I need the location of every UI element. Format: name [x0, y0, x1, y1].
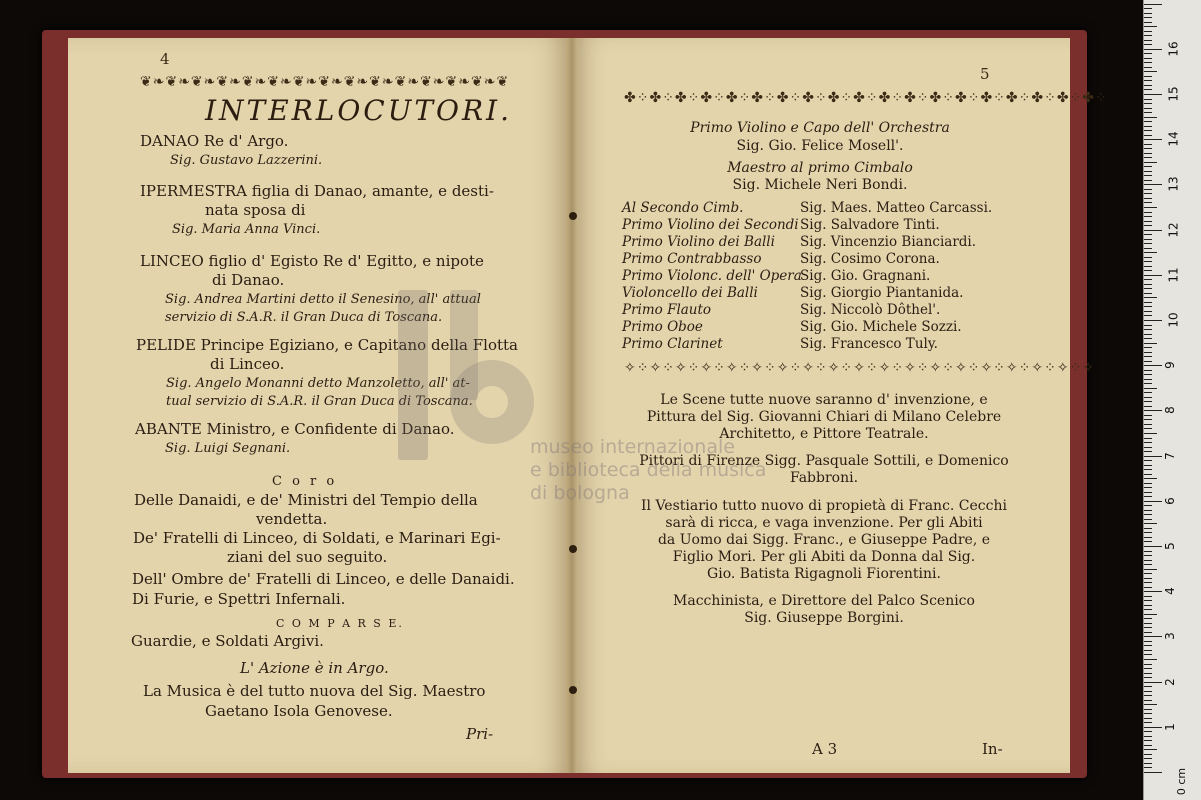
- ruler-tick: [1144, 541, 1152, 542]
- ruler-tick: [1144, 442, 1152, 443]
- ruler-number: 7: [1162, 451, 1177, 460]
- ruler-tick: [1144, 13, 1152, 14]
- singer-line: Sig. Luigi Segnani.: [165, 441, 291, 456]
- vestiario-line: sarà di ricca, e vaga invenzione. Per gli Abiti: [665, 515, 983, 531]
- ruler-tick: [1144, 112, 1152, 113]
- ruler-tick: [1144, 239, 1152, 240]
- ruler-tick: [1144, 447, 1152, 448]
- coro-line: Di Furie, e Spettri Infernali.: [132, 590, 346, 608]
- ruler-tick: [1144, 320, 1162, 321]
- ruler-tick: [1144, 636, 1162, 637]
- ruler-tick: [1144, 334, 1152, 335]
- ruler-tick: [1144, 532, 1152, 533]
- ruler-tick: [1144, 659, 1157, 660]
- headpiece-ornament: ✤⁘✤⁘✤⁘✤⁘✤⁘✤⁘✤⁘✤⁘✤⁘✤⁘✤⁘✤⁘✤⁘✤⁘✤⁘✤⁘✤⁘✤⁘✤⁘: [624, 90, 1108, 106]
- ruler-tick: [1144, 257, 1152, 258]
- ruler-tick: [1144, 297, 1157, 298]
- singer-line: tual servizio di S.A.R. il Gran Duca di Toscana.: [166, 394, 473, 409]
- ruler-tick: [1144, 682, 1162, 683]
- ruler-tick: [1144, 627, 1152, 628]
- ruler-tick: [1144, 537, 1152, 538]
- ruler-tick: [1144, 261, 1152, 262]
- ruler-tick: [1144, 469, 1152, 470]
- orchestra-row: Primo Violino dei Balli Sig. Vincenzio Bianciardi.: [622, 234, 977, 250]
- ruler-tick: [1144, 356, 1152, 357]
- ruler-tick: [1144, 754, 1152, 755]
- coro-line: De' Fratelli di Linceo, di Soldati, e Marinari Egi-: [133, 529, 501, 547]
- ruler-tick: [1144, 293, 1152, 294]
- ruler-tick: [1144, 284, 1152, 285]
- ruler-tick: [1144, 618, 1152, 619]
- ruler-tick: [1144, 456, 1162, 457]
- watermark-text: di bologna: [530, 482, 630, 504]
- page-number-left: 4: [160, 50, 170, 68]
- ruler-tick: [1144, 22, 1152, 23]
- ruler-tick: [1144, 573, 1152, 574]
- ruler-tick: [1144, 596, 1152, 597]
- ruler-number: 5: [1162, 542, 1177, 550]
- page-title: INTERLOCUTORI.: [205, 94, 513, 127]
- ruler-tick: [1144, 266, 1152, 267]
- ruler-number: 2: [1162, 677, 1177, 686]
- ruler-tick: [1144, 591, 1162, 592]
- ruler-tick: [1144, 772, 1162, 773]
- character-line: di Danao.: [212, 271, 285, 289]
- measurement-ruler: [1143, 0, 1201, 800]
- ruler-tick: [1144, 551, 1152, 552]
- ruler-tick: [1144, 474, 1152, 475]
- ruler-tick: [1144, 31, 1152, 32]
- ruler-number: 15: [1166, 86, 1181, 102]
- ruler-tick: [1144, 758, 1152, 759]
- primo-violino-title: Primo Violino e Capo dell' Orchestra: [690, 120, 950, 136]
- ruler-tick: [1144, 234, 1152, 235]
- ruler-tick: [1144, 225, 1152, 226]
- scene-line: Architetto, e Pittore Teatrale.: [719, 426, 929, 442]
- singer-line: Sig. Andrea Martini detto il Senesino, all' attual: [165, 292, 481, 307]
- ruler-tick: [1144, 438, 1152, 439]
- ruler-tick: [1144, 397, 1152, 398]
- ruler-tick: [1144, 483, 1152, 484]
- ruler-tick: [1144, 53, 1152, 54]
- ruler-tick: [1144, 609, 1152, 610]
- cimbalo-title: Maestro al primo Cimbalo: [727, 160, 913, 176]
- ruler-tick: [1144, 645, 1152, 646]
- ruler-tick: [1144, 673, 1152, 674]
- watermark-text: museo internazionale: [530, 436, 735, 458]
- ruler-tick: [1144, 212, 1152, 213]
- ruler-tick: [1144, 374, 1152, 375]
- ruler-tick: [1144, 343, 1157, 344]
- character-line: nata sposa di: [205, 201, 306, 219]
- ruler-tick: [1144, 139, 1162, 140]
- pittori-line: Fabbroni.: [789, 470, 859, 486]
- ruler-tick: [1144, 727, 1162, 728]
- ruler-number: 14: [1166, 131, 1181, 147]
- ruler-tick: [1144, 347, 1152, 348]
- ruler-tick: [1144, 221, 1152, 222]
- ruler-tick: [1144, 740, 1152, 741]
- ruler-tick: [1144, 315, 1152, 316]
- character-ipermestra: IPERMESTRA figlia di Danao, amante, e desti-: [140, 182, 494, 200]
- ruler-tick: [1144, 365, 1162, 366]
- ruler-tick: [1144, 523, 1157, 524]
- ruler-tick: [1144, 555, 1152, 556]
- ruler-tick: [1144, 89, 1152, 90]
- ruler-tick: [1144, 709, 1152, 710]
- singer-line: Sig. Gustavo Lazzerini.: [170, 153, 323, 168]
- watermark-logo: [388, 290, 538, 465]
- ruler-tick: [1144, 578, 1152, 579]
- ruler-tick: [1144, 306, 1152, 307]
- ruler-tick: [1144, 668, 1152, 669]
- ruler-tick: [1144, 148, 1152, 149]
- primo-violino-name: Sig. Gio. Felice Mosell'.: [736, 138, 904, 154]
- ruler-tick: [1144, 193, 1152, 194]
- singer-line: Sig. Maria Anna Vinci.: [172, 222, 321, 237]
- ruler-number: 11: [1166, 267, 1181, 283]
- ruler-tick: [1144, 40, 1152, 41]
- ruler-tick: [1144, 745, 1152, 746]
- orchestra-row: Primo Flauto Sig. Niccolò Dôthel'.: [622, 302, 941, 318]
- ruler-tick: [1144, 623, 1152, 624]
- ruler-tick: [1144, 388, 1157, 389]
- ruler-number: 9: [1162, 361, 1177, 370]
- ruler-tick: [1144, 487, 1152, 488]
- ruler-tick: [1144, 207, 1157, 208]
- ruler-tick: [1144, 560, 1152, 561]
- macchinista-line: Sig. Giuseppe Borgini.: [744, 610, 904, 626]
- ruler-number: 16: [1166, 41, 1181, 57]
- ruler-tick: [1144, 198, 1152, 199]
- orchestra-row: Primo Oboe Sig. Gio. Michele Sozzi.: [622, 319, 962, 335]
- ruler-tick: [1144, 415, 1152, 416]
- ruler-tick: [1144, 582, 1152, 583]
- ruler-tick: [1144, 718, 1152, 719]
- ruler-tick: [1144, 189, 1152, 190]
- ruler-tick: [1144, 8, 1152, 9]
- coro-line: ziani del suo seguito.: [227, 548, 388, 566]
- ruler-tick: [1144, 117, 1157, 118]
- ruler-tick: [1144, 401, 1152, 402]
- ruler-tick: [1144, 230, 1162, 231]
- vestiario-line: Il Vestiario tutto nuovo di propietà di Franc. Cecchi: [641, 498, 1007, 514]
- ruler-number: 6: [1162, 496, 1177, 505]
- ruler-tick: [1144, 695, 1152, 696]
- ruler-tick: [1144, 180, 1152, 181]
- ruler-tick: [1144, 80, 1152, 81]
- ruler-tick: [1144, 302, 1152, 303]
- ruler-number: 10: [1166, 312, 1181, 328]
- ruler-tick: [1144, 352, 1152, 353]
- ruler-tick: [1144, 311, 1152, 312]
- watermark-text: e biblioteca della musica: [530, 459, 767, 481]
- ruler-number: 4: [1162, 587, 1177, 596]
- ruler-tick: [1144, 763, 1152, 764]
- singer-line: servizio di S.A.R. il Gran Duca di Toscana.: [165, 310, 443, 325]
- ruler-tick: [1144, 650, 1152, 651]
- orchestra-row: Primo Violonc. dell' OperaSig. Gio. Gragnani.: [622, 268, 931, 284]
- ruler-tick: [1144, 4, 1162, 5]
- ruler-tick: [1144, 383, 1152, 384]
- musica-line: Gaetano Isola Genovese.: [205, 702, 393, 720]
- ruler-tick: [1144, 44, 1152, 45]
- ruler-tick: [1144, 519, 1152, 520]
- separator-ornament: ✧⁘✧⁘✧⁘✧⁘✧⁘✧⁘✧⁘✧⁘✧⁘✧⁘✧⁘✧⁘✧⁘✧⁘✧⁘✧⁘✧⁘✧⁘✧: [624, 360, 1096, 376]
- ruler-tick: [1144, 279, 1152, 280]
- ruler-tick: [1144, 58, 1152, 59]
- ruler-tick: [1144, 157, 1152, 158]
- azione-line: L' Azione è in Argo.: [240, 659, 389, 677]
- scene-line: Pittura del Sig. Giovanni Chiari di Milano Celebre: [646, 409, 1002, 425]
- ruler-tick: [1144, 406, 1152, 407]
- ruler-tick: [1144, 325, 1152, 326]
- ruler-tick: [1144, 691, 1152, 692]
- headpiece-ornament: ❦❧❦❧❦❧❦❧❦❧❦❧❦❧❦❧❦❧❦❧❦❧❦❧❦❧❦❧❦: [140, 74, 510, 90]
- character-abante: ABANTE Ministro, e Confidente di Danao.: [135, 420, 455, 438]
- ruler-number: 1: [1162, 722, 1177, 731]
- ruler-tick: [1144, 722, 1152, 723]
- ruler-tick: [1144, 184, 1162, 185]
- orchestra-row: Primo Violino dei SecondiSig. Salvadore Tinti.: [622, 217, 940, 233]
- binding-stitch: [569, 212, 577, 220]
- ruler-tick: [1144, 370, 1152, 371]
- pittori-line: Pittori di Firenze Sigg. Pasquale Sottili, e Domenico: [639, 453, 1009, 469]
- ruler-tick: [1144, 704, 1157, 705]
- ruler-tick: [1144, 121, 1152, 122]
- ruler-tick: [1144, 546, 1162, 547]
- ruler-tick: [1144, 664, 1152, 665]
- ruler-tick: [1144, 202, 1152, 203]
- ruler-tick: [1144, 329, 1152, 330]
- ruler-tick: [1144, 392, 1152, 393]
- ruler-tick: [1144, 175, 1152, 176]
- ruler-tick: [1144, 428, 1152, 429]
- ruler-tick: [1144, 126, 1152, 127]
- coro-line: Dell' Ombre de' Fratelli di Linceo, e delle Danaidi.: [132, 570, 515, 588]
- ruler-tick: [1144, 686, 1152, 687]
- ruler-tick: [1144, 216, 1152, 217]
- ruler-tick: [1144, 94, 1162, 95]
- ruler-tick: [1144, 17, 1152, 18]
- orchestra-row: Al Secondo Cimb. Sig. Maes. Matteo Carcassi.: [622, 200, 993, 216]
- ruler-tick: [1144, 248, 1152, 249]
- cimbalo-name: Sig. Michele Neri Bondi.: [732, 177, 908, 193]
- ruler-unit: 0 cm: [1175, 767, 1189, 796]
- ruler-number: 12: [1166, 221, 1181, 238]
- character-pelide: PELIDE Principe Egiziano, e Capitano della Flotta: [136, 336, 518, 354]
- ruler-tick: [1144, 270, 1152, 271]
- ruler-tick: [1144, 505, 1152, 506]
- ruler-tick: [1144, 166, 1152, 167]
- ruler-tick: [1144, 632, 1152, 633]
- ruler-tick: [1144, 460, 1152, 461]
- coro-heading: C o r o: [272, 474, 338, 489]
- ruler-number: 8: [1162, 406, 1177, 415]
- ruler-tick: [1144, 569, 1157, 570]
- ruler-tick: [1144, 338, 1152, 339]
- ruler-tick: [1144, 379, 1152, 380]
- ruler-tick: [1144, 465, 1152, 466]
- character-linceo: LINCEO figlio d' Egisto Re d' Egitto, e nipote: [140, 252, 484, 270]
- ruler-tick: [1144, 677, 1152, 678]
- ruler-tick: [1144, 736, 1152, 737]
- ruler-number: 3: [1162, 632, 1177, 641]
- ruler-tick: [1144, 587, 1152, 588]
- orchestra-row: Violoncello dei Balli Sig. Giorgio Piantanida.: [622, 285, 964, 301]
- ruler-tick: [1144, 496, 1152, 497]
- ruler-tick: [1144, 243, 1152, 244]
- ruler-tick: [1144, 419, 1152, 420]
- ruler-tick: [1144, 654, 1152, 655]
- ruler-tick: [1144, 528, 1152, 529]
- ruler-tick: [1144, 135, 1152, 136]
- ruler-tick: [1144, 731, 1152, 732]
- ruler-tick: [1144, 67, 1152, 68]
- ruler-tick: [1144, 492, 1152, 493]
- scene-line: Le Scene tutte nuove saranno d' invenzione, e: [660, 392, 988, 408]
- ruler-tick: [1144, 76, 1152, 77]
- catchword: Pri-: [466, 725, 494, 743]
- ruler-tick: [1144, 103, 1152, 104]
- ruler-tick: [1144, 641, 1152, 642]
- ruler-tick: [1144, 614, 1157, 615]
- coro-line: vendetta.: [256, 510, 328, 528]
- ruler-tick: [1144, 288, 1152, 289]
- ruler-tick: [1144, 35, 1152, 36]
- ruler-tick: [1144, 424, 1152, 425]
- ruler-tick: [1144, 600, 1152, 601]
- orchestra-row: Primo Contrabbasso Sig. Cosimo Corona.: [622, 251, 940, 267]
- ruler-tick: [1144, 767, 1152, 768]
- ruler-tick: [1144, 62, 1152, 63]
- ruler-tick: [1144, 130, 1152, 131]
- ruler-tick: [1144, 700, 1152, 701]
- ruler-tick: [1144, 564, 1152, 565]
- ruler-tick: [1144, 108, 1152, 109]
- vestiario-line: Figlio Mori. Per gli Abiti da Donna dal Sig.: [672, 549, 976, 565]
- ruler-tick: [1144, 361, 1152, 362]
- ruler-tick: [1144, 451, 1152, 452]
- ruler-tick: [1144, 478, 1157, 479]
- book-spine: [566, 38, 578, 773]
- page-number-right: 5: [980, 65, 990, 83]
- ruler-tick: [1144, 605, 1152, 606]
- ruler-tick: [1144, 85, 1152, 86]
- ruler-tick: [1144, 26, 1157, 27]
- signature-mark: A 3: [812, 740, 838, 758]
- ruler-tick: [1144, 252, 1157, 253]
- ruler-tick: [1144, 162, 1157, 163]
- ruler-tick: [1144, 433, 1157, 434]
- binding-stitch: [569, 545, 577, 553]
- comparse-heading: C O M P A R S E.: [276, 617, 404, 630]
- character-danao: DANAO Re d' Argo.: [140, 132, 289, 150]
- ruler-tick: [1144, 49, 1162, 50]
- ruler-tick: [1144, 99, 1152, 100]
- macchinista-line: Macchinista, e Direttore del Palco Scenico: [673, 593, 975, 609]
- ruler-tick: [1144, 501, 1162, 502]
- character-line: di Linceo.: [210, 355, 285, 373]
- ruler-tick: [1144, 153, 1152, 154]
- ruler-tick: [1144, 410, 1162, 411]
- vestiario-line: Gio. Batista Rigagnoli Fiorentini.: [707, 566, 941, 582]
- ruler-tick: [1144, 144, 1152, 145]
- comparse-line: Guardie, e Soldati Argivi.: [131, 632, 324, 650]
- ruler-tick: [1144, 510, 1152, 511]
- musica-line: La Musica è del tutto nuova del Sig. Maestro: [143, 682, 486, 700]
- vestiario-line: da Uomo dai Sigg. Franc., e Giuseppe Padre, e: [657, 532, 991, 548]
- ruler-number: 13: [1166, 176, 1181, 193]
- ruler-tick: [1144, 171, 1152, 172]
- binding-stitch: [569, 686, 577, 694]
- orchestra-row: Primo Clarinet Sig. Francesco Tuly.: [622, 336, 938, 352]
- ruler-tick: [1144, 749, 1157, 750]
- ruler-tick: [1144, 275, 1162, 276]
- ruler-tick: [1144, 71, 1157, 72]
- ruler-tick: [1144, 514, 1152, 515]
- catchword: In-: [982, 740, 1003, 758]
- coro-line: Delle Danaidi, e de' Ministri del Tempio della: [134, 491, 478, 509]
- ruler-tick: [1144, 713, 1152, 714]
- singer-line: Sig. Angelo Monanni detto Manzoletto, all' at-: [166, 376, 470, 391]
